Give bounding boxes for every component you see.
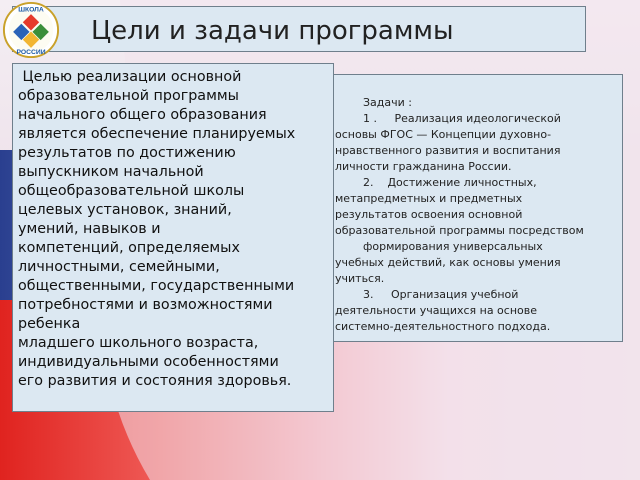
goal-line: его развития и состояния здоровья. [18, 373, 292, 389]
task-line: 1 . Реализация идеологической [335, 112, 561, 125]
task-line: учебных действий, как основы умения [335, 256, 561, 269]
goal-line: личностными, семейными, [18, 259, 220, 275]
task-line: 3. Организация учебной [335, 288, 519, 301]
task-line: метапредметных и предметных [335, 192, 523, 205]
task-line: образовательной программы посредством [335, 224, 584, 237]
goal-line: общественными, государственными [18, 278, 295, 294]
svg-text:РОССИИ: РОССИИ [16, 49, 46, 57]
goal-line: индивидуальными особенностями [18, 354, 279, 370]
task-line: системно-деятельностного подхода. [335, 320, 551, 333]
task-line: формирования универсальных [335, 240, 543, 253]
goal-line: выпускником начальной [18, 164, 204, 180]
task-line: Задачи : [335, 96, 412, 109]
school-russia-logo-icon [2, 1, 60, 59]
goal-line: является обеспечение планируемых [18, 126, 296, 142]
goal-line: образовательной программы [18, 88, 239, 104]
goal-line: ребенка [18, 316, 81, 332]
svg-text:ШКОЛА: ШКОЛА [18, 6, 44, 14]
goal-line: Целью реализации основной [18, 69, 242, 85]
task-line: учиться. [335, 272, 385, 285]
goal-line: целевых установок, знаний, [18, 202, 232, 218]
title-panel [12, 6, 586, 52]
task-line: личности гражданина России. [335, 160, 512, 173]
tasks-panel [318, 74, 623, 342]
task-line: результатов освоения основной [335, 208, 523, 221]
tasks-text [335, 95, 617, 335]
page-title: Цели и задачи программы [91, 16, 454, 46]
goal-line: результатов по достижению [18, 145, 236, 161]
task-line: нравственного развития и воспитания [335, 144, 561, 157]
goal-line: младшего школьного возраста, [18, 335, 259, 351]
goal-line: общеобразовательной школы [18, 183, 245, 199]
task-line: деятельности учащихся на основе [335, 304, 538, 317]
goal-line: начального общего образования [18, 107, 267, 123]
goal-line: умений, навыков и [18, 221, 161, 237]
goal-line: компетенций, определяемых [18, 240, 240, 256]
task-line: основы ФГОС — Концепции духовно- [335, 128, 552, 141]
goal-text [18, 68, 332, 391]
goal-line: потребностями и возможностями [18, 297, 273, 313]
goal-panel [12, 63, 334, 412]
task-line: 2. Достижение личностных, [335, 176, 537, 189]
